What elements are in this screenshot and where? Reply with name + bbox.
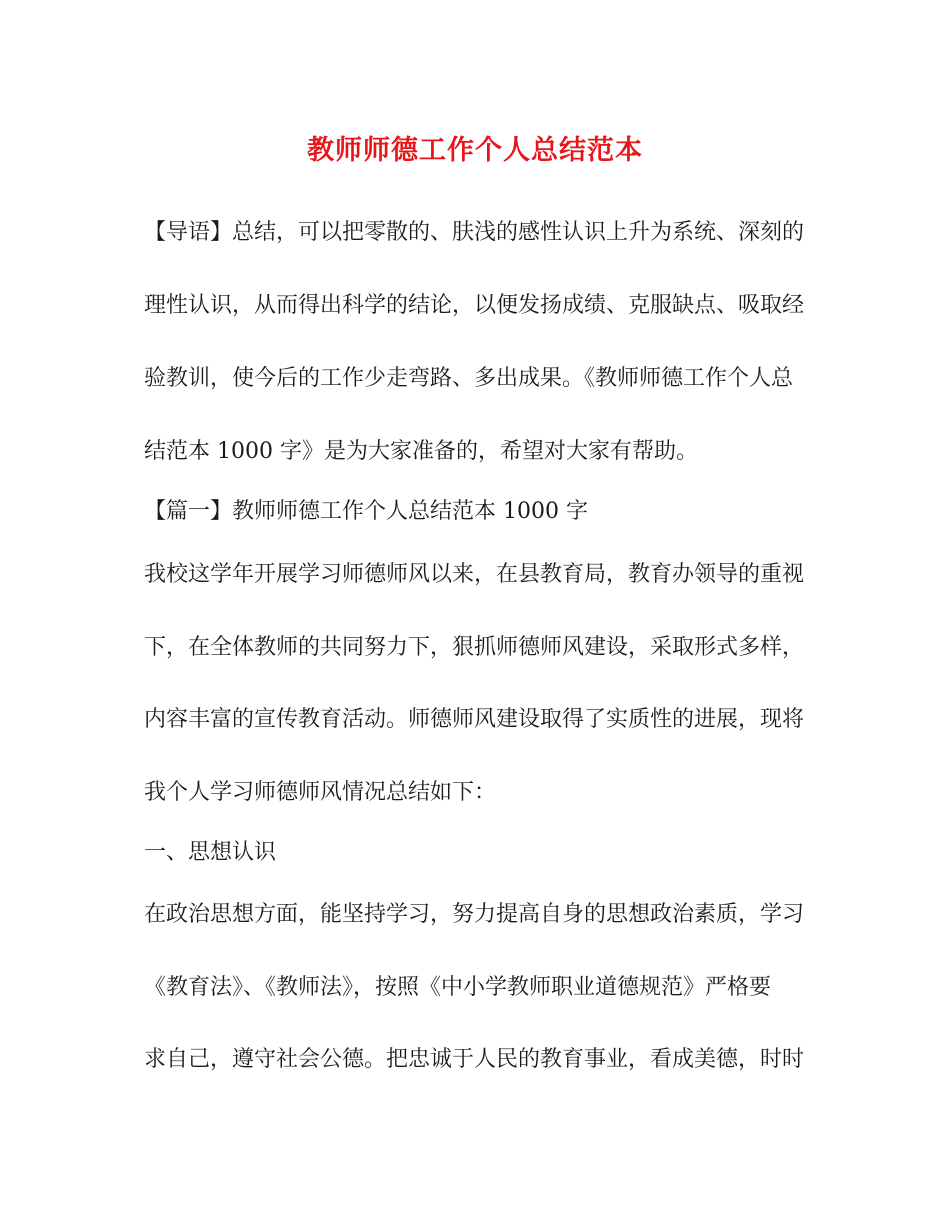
paragraph-line-body-7: 求自己，遵守社会公德。把忠诚于人民的教育事业，看成美德，时时 [144, 1047, 805, 1072]
subheading-ideological-understanding: 一、思想认识 [144, 840, 277, 865]
paragraph-line-body-4: 我个人学习师德师风情况总结如下： [144, 780, 497, 805]
paragraph-line-body-5: 在政治思想方面，能坚持学习，努力提高自身的思想政治素质，学习 [144, 902, 805, 927]
paragraph-line-intro-3: 验教训，使今后的工作少走弯路、多出成果。《教师师德工作个人总 [144, 366, 794, 391]
paragraph-line-body-2: 下，在全体教师的共同努力下，狠抓师德师风建设，采取形式多样， [144, 635, 805, 660]
section-heading-part-one: 【篇一】教师师德工作个人总结范本 1000 字 [144, 499, 588, 524]
paragraph-line-body-6: 《教育法》、《教师法》，按照《中小学教师职业道德规范》严格要 [144, 975, 772, 1000]
paragraph-line-intro-1: 【导语】总结，可以把零散的、肤浅的感性认识上升为系统、深刻的 [144, 220, 805, 245]
paragraph-line-intro-4: 结范本 1000 字》是为大家准备的，希望对大家有帮助。 [144, 439, 698, 464]
paragraph-line-intro-2: 理性认识，从而得出科学的结论，以便发扬成绩、克服缺点、吸取经 [144, 293, 805, 318]
document-title: 教师师德工作个人总结范本 [307, 135, 643, 166]
paragraph-line-body-3: 内容丰富的宣传教育活动。师德师风建设取得了实质性的进展，现将 [144, 707, 805, 732]
paragraph-line-body-1: 我校这学年开展学习师德师风以来，在县教育局，教育办领导的重视 [144, 562, 805, 587]
